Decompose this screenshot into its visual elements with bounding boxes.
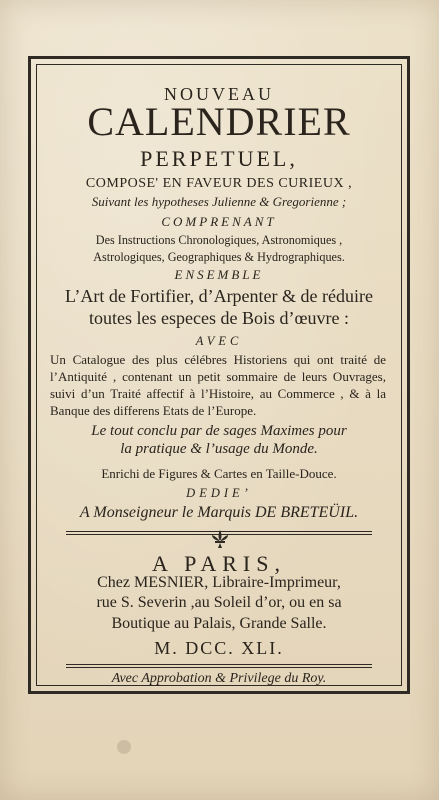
catalogue-paragraph: Un Catalogue des plus célébres Historiens qui ont traité de l’Antiquité , contenant un petit sommaire de leurs Ouvrages, suivi d’un Traité affectif à l’Histoire, au Commerce , & à la Banque des differens Etats de l’Europe. (50, 352, 386, 418)
text-instructions: Des Instructions Chronologiques, Astronomiques , (95, 233, 343, 247)
ink-stain-icon (114, 737, 134, 757)
title-page-content (36, 66, 402, 684)
title-nouveau: NOUVEAU (164, 84, 274, 104)
text-art-line-1: L’Art de Fortifier, d’Arpenter & de réduire (64, 286, 373, 306)
heading-ensemble: ENSEMBLE (174, 267, 264, 282)
text-astrologiques: Astrologiques, Geographiques & Hydrographiques. (93, 250, 345, 264)
imprint-a-paris: A PARIS, (151, 551, 286, 576)
text-art-line-2: toutes les especes de Bois d’œuvre : (89, 308, 349, 328)
imprint-rue: rue S. Severin ,au Soleil d’or, ou en sa (96, 594, 342, 611)
title-calendrier: CALENDRIER (87, 99, 351, 144)
heading-comprenant: COMPRENANT (161, 214, 277, 229)
imprint-chez: Chez MESNIER, Libraire-Imprimeur, (97, 574, 341, 591)
imprint-boutique: Boutique au Palais, Grande Salle. (111, 615, 327, 632)
text-maximes-line-2: la pratique & l’usage du Monde. (120, 441, 318, 457)
subtitle-suivant: Suivant les hypotheses Julienne & Gregorienne ; (91, 194, 347, 209)
text-dedication: A Monseigneur le Marquis DE BRETEÜIL. (79, 504, 359, 521)
fleur-de-lis-icon (209, 528, 231, 550)
text-enrichi: Enrichi de Figures & Cartes en Taille-Douce. (101, 466, 337, 481)
title-perpetuel: PERPETUEL, (140, 146, 298, 171)
imprint-year: M. DCC. XLI. (154, 638, 284, 658)
heading-dedie: DEDIE’ (186, 486, 252, 500)
privilege-line: Avec Approbation & Privilege du Roy. (111, 671, 327, 686)
heading-avec: AVEC (195, 334, 243, 348)
rule-bottom (66, 664, 372, 665)
subtitle-compose: COMPOSE' EN FAVEUR DES CURIEUX , (85, 176, 353, 191)
rule-bottom-inner (66, 667, 372, 668)
text-maximes-line-1: Le tout conclu par de sages Maximes pour (91, 423, 347, 439)
